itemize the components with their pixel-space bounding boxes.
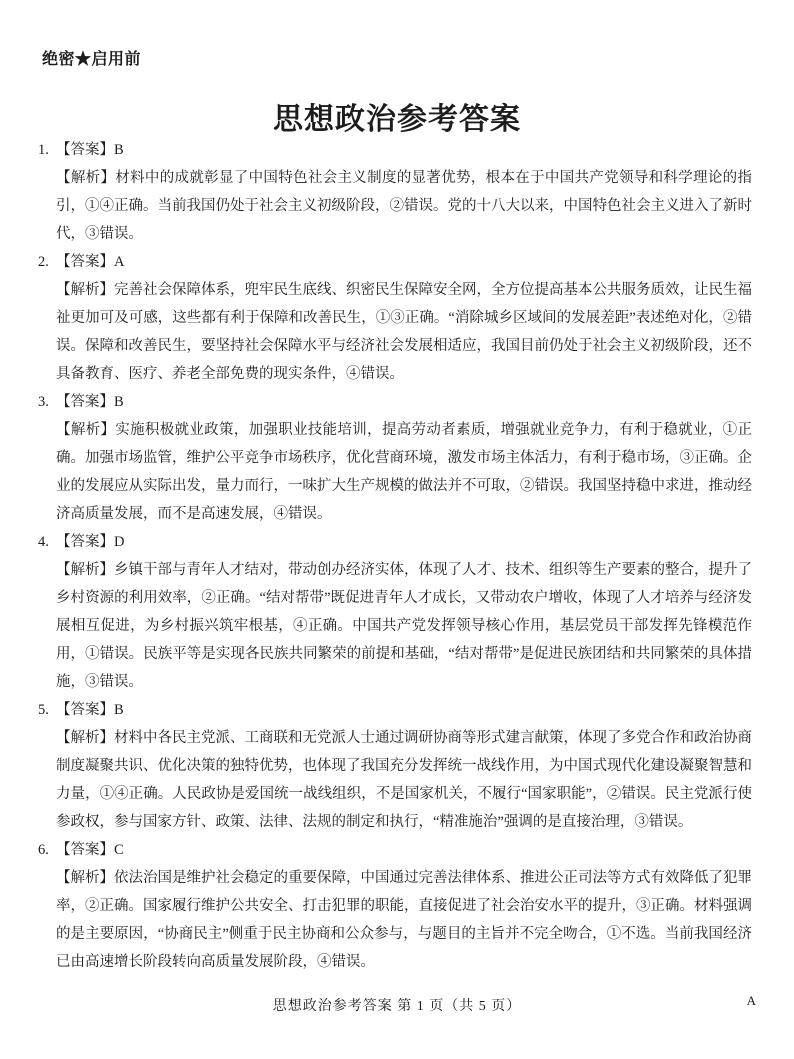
security-classification-label: 绝密★启用前 [42,51,142,68]
analysis-text: 乡镇干部与青年人才结对，带动创办经济实体，体现了人才、技术、组织等生产要素的整合，提升了乡村资源的利用效率，②正确。“结对帮带”既促进青年人才成长，又带动农户增收，体现了人才培养与经济发展相互促进，为乡村振兴筑牢根基，④正确。中国共产党发挥领导核心作用，基层党员干部发挥先锋模范作用，①错误。民族平等是实现各民族共同繁荣的前提和基础，“结对帮带”是促进民族团结和共同繁荣的具体措施，③错误。 [56,562,752,690]
analysis-label: 【解析】 [56,422,116,438]
item-number: 5. [38,702,49,718]
answer-label: 【答案】 [56,142,114,158]
analysis-text: 材料中各民主党派、工商联和无党派人士通过调研协商等形式建言献策，体现了多党合作和政治协商制度凝聚共识、优化决策的独特优势，也体现了我国充分发挥统一战线作用，为中国式现代化建设凝聚智慧和力量，①④正确。人民政协是爱国统一战线组织，不是国家机关，不履行“国家职能”，②错误。民主党派行使参政权，参与国家方针、政策、法律、法规的制定和执行，“精准施治”强调的是直接治理，③错误。 [56,730,752,830]
page-title: 思想政治参考答案 [273,103,521,137]
answer-label: 【答案】 [56,254,114,270]
answer-item [38,248,752,388]
answer-line [56,528,752,556]
answer-label: 【答案】 [56,842,114,858]
analysis-paragraph [56,724,752,836]
answer-item [38,388,752,528]
analysis-paragraph [56,416,752,528]
analysis-text: 材料中的成就彰显了中国特色社会主义制度的显著优势，根本在于中国共产党领导和科学理论的指引，①④正确。当前我国仍处于社会主义初级阶段，②错误。党的十八大以来，中国特色社会主义进入了新时代，③错误。 [56,170,753,242]
analysis-text: 完善社会保障体系，兜牢民生底线、织密民生保障安全网，全方位提高基本公共服务质效，让民生福祉更加可及可感，这些都有利于保障和改善民生，①③正确。“消除城乡区域间的发展差距”表述绝对化，②错误。保障和改善民生，要坚持社会保障水平与经济社会发展相适应，我国目前仍处于社会主义初级阶段，还不具备教育、医疗、养老全部免费的现实条件，④错误。 [56,282,752,382]
answer-value: A [114,254,125,270]
answer-label: 【答案】 [56,394,114,410]
page-footer: 思想政治参考答案 第 1 页（共 5 页） [272,999,522,1014]
analysis-text: 实施积极就业政策，加强职业技能培训，提高劳动者素质，增强就业竞争力，有利于稳就业，①正确。加强市场监管，维护公平竞争市场秩序，优化营商环境，激发市场主体活力，有利于稳市场，③正确。企业的发展应从实际出发，量力而行，一味扩大生产规模的做法并不可取，②错误。我国坚持稳中求进，推动经济高质量发展，而不是高速发展，④错误。 [56,422,753,522]
analysis-label: 【解析】 [56,282,114,298]
answer-item [38,528,752,696]
answer-value: D [114,534,125,550]
answer-value: B [114,394,124,410]
analysis-label: 【解析】 [56,562,114,578]
analysis-label: 【解析】 [56,870,114,886]
item-number: 1. [38,142,49,158]
item-number: 3. [38,394,49,410]
analysis-paragraph [56,276,752,388]
answer-line [56,248,752,276]
answer-value: B [114,702,124,718]
item-number: 6. [38,842,49,858]
analysis-text: 依法治国是维护社会稳定的重要保障，中国通过完善法律体系、推进公正司法等方式有效降低了犯罪率，②正确。国家履行维护公共安全、打击犯罪的职能，直接促进了社会治安水平的提升，③正确。材料强调的是主要原因，“协商民主”侧重于民主协商和公众参与，与题目的主旨并不完全吻合，①不选。当前我国经济已由高速增长阶段转向高质量发展阶段，④错误。 [56,870,752,970]
answer-line [56,136,752,164]
answer-label: 【答案】 [56,702,114,718]
answer-value: B [114,142,124,158]
answer-item [38,836,752,976]
answers-list [38,136,752,976]
analysis-paragraph [56,164,752,248]
answer-item [38,136,752,248]
answer-value: C [114,842,124,858]
analysis-label: 【解析】 [56,170,116,186]
answer-line [56,696,752,724]
answer-item [38,696,752,836]
answer-label: 【答案】 [56,534,114,550]
version-mark: A [746,993,756,1008]
analysis-label: 【解析】 [56,730,114,746]
item-number: 2. [38,254,49,270]
answer-line [56,388,752,416]
analysis-paragraph [56,864,752,976]
item-number: 4. [38,534,49,550]
analysis-paragraph [56,556,752,696]
answer-line [56,836,752,864]
